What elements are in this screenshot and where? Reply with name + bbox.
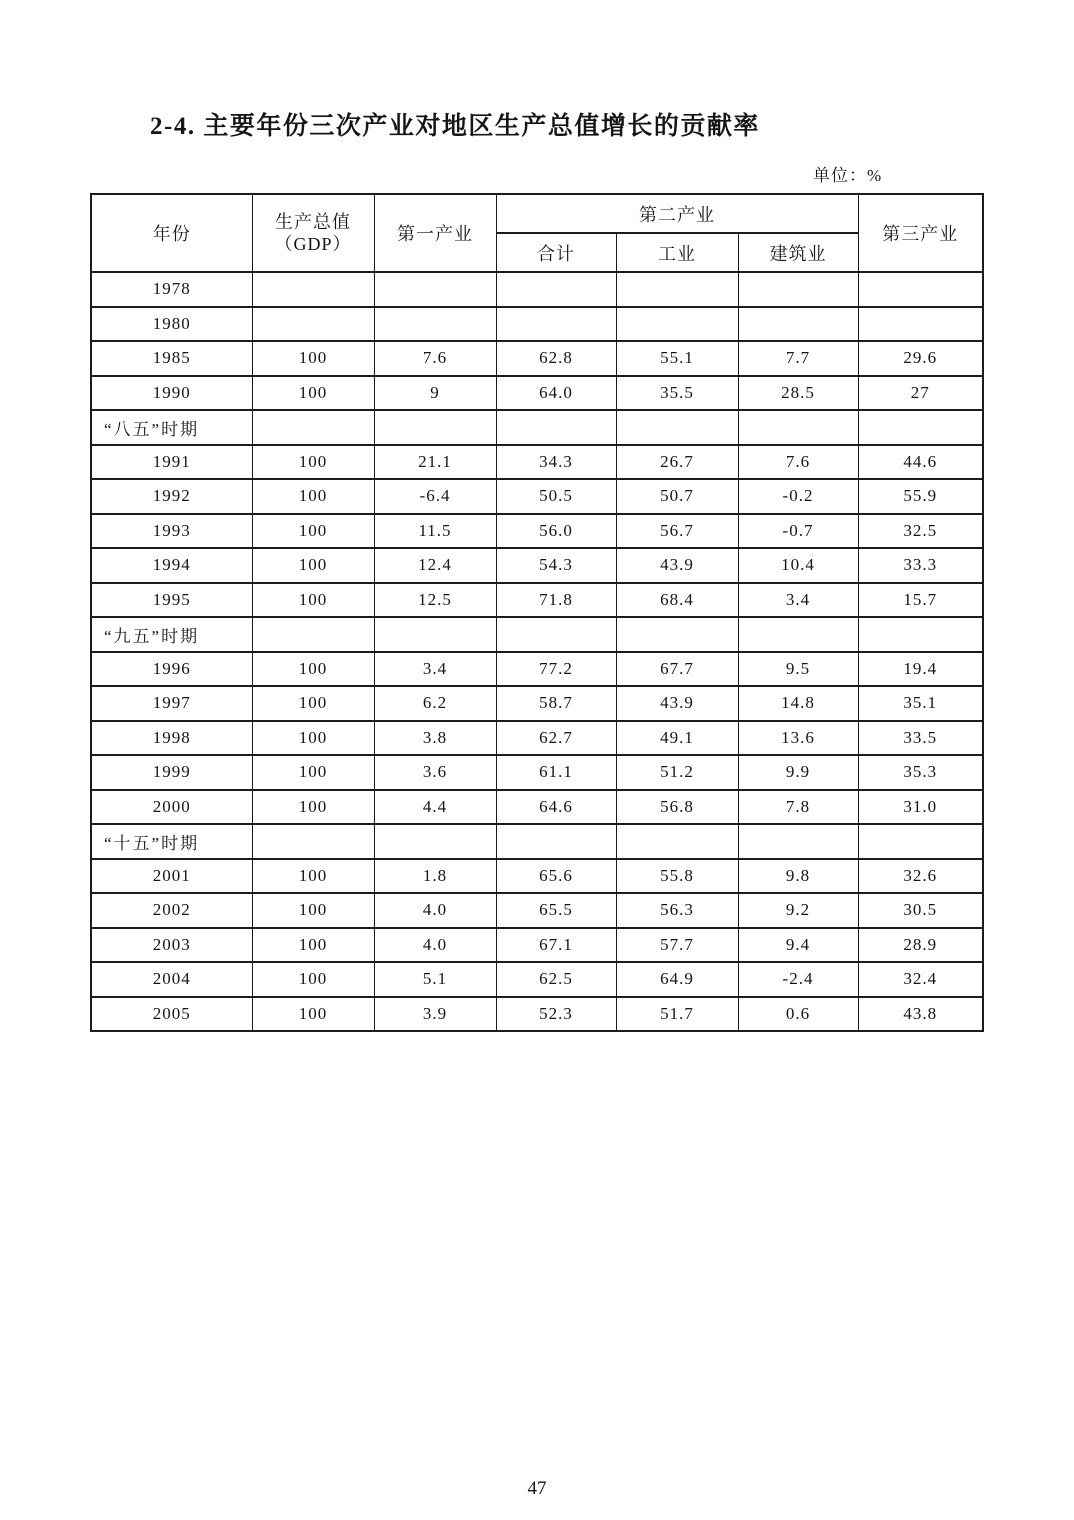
year-label: 1985: [91, 341, 252, 376]
secondary-total-value: 65.5: [496, 893, 616, 928]
construction-value: 10.4: [738, 548, 858, 583]
tertiary-value: 33.3: [858, 548, 983, 583]
period-row: [91, 410, 983, 445]
construction-value: 9.2: [738, 893, 858, 928]
construction-value: 7.7: [738, 341, 858, 376]
secondary-total-value: 54.3: [496, 548, 616, 583]
secondary-total-value: [496, 410, 616, 445]
industry-value: 56.3: [616, 893, 738, 928]
table-row: [91, 514, 983, 549]
construction-value: 0.6: [738, 997, 858, 1032]
industry-value: 51.2: [616, 755, 738, 790]
industry-value: 43.9: [616, 686, 738, 721]
construction-value: [738, 617, 858, 652]
primary-value: 3.9: [374, 997, 496, 1032]
primary-value: 3.8: [374, 721, 496, 756]
year-label: 1997: [91, 686, 252, 721]
period-label: “九五”时期: [91, 617, 252, 652]
primary-value: [374, 617, 496, 652]
tertiary-value: 30.5: [858, 893, 983, 928]
col-header-secondary-industry: 工业: [616, 233, 738, 272]
industry-value: 26.7: [616, 445, 738, 480]
primary-value: 21.1: [374, 445, 496, 480]
table-row: [91, 790, 983, 825]
gdp-value: 100: [252, 652, 374, 687]
primary-value: [374, 307, 496, 342]
secondary-total-value: 67.1: [496, 928, 616, 963]
tertiary-value: 32.5: [858, 514, 983, 549]
construction-value: 7.6: [738, 445, 858, 480]
industry-value: [616, 410, 738, 445]
industry-value: [616, 824, 738, 859]
industry-value: 50.7: [616, 479, 738, 514]
tertiary-value: 28.9: [858, 928, 983, 963]
secondary-total-value: 62.8: [496, 341, 616, 376]
year-label: 2004: [91, 962, 252, 997]
secondary-total-value: 34.3: [496, 445, 616, 480]
gdp-value: 100: [252, 790, 374, 825]
table-row: [91, 928, 983, 963]
industry-value: [616, 272, 738, 307]
year-label: 2002: [91, 893, 252, 928]
year-label: 2003: [91, 928, 252, 963]
primary-value: 7.6: [374, 341, 496, 376]
year-label: 2005: [91, 997, 252, 1032]
tertiary-value: 19.4: [858, 652, 983, 687]
gdp-value: 100: [252, 548, 374, 583]
industry-value: 56.8: [616, 790, 738, 825]
construction-value: [738, 272, 858, 307]
table-header: [91, 194, 983, 272]
secondary-total-value: 64.0: [496, 376, 616, 411]
tertiary-value: 32.6: [858, 859, 983, 894]
unit-label: 单位：%: [813, 166, 883, 185]
construction-value: 9.4: [738, 928, 858, 963]
tertiary-value: 15.7: [858, 583, 983, 618]
table-row: [91, 376, 983, 411]
primary-value: 3.6: [374, 755, 496, 790]
col-header-tertiary-industry: 第三产业: [858, 194, 983, 272]
gdp-value: [252, 824, 374, 859]
construction-value: [738, 307, 858, 342]
table-row: [91, 341, 983, 376]
industry-value: 49.1: [616, 721, 738, 756]
industry-value: 64.9: [616, 962, 738, 997]
primary-value: 4.4: [374, 790, 496, 825]
gdp-value: 100: [252, 514, 374, 549]
table-row: [91, 548, 983, 583]
secondary-total-value: [496, 307, 616, 342]
primary-value: [374, 410, 496, 445]
tertiary-value: 35.3: [858, 755, 983, 790]
page-number: 47: [527, 1478, 547, 1499]
tertiary-value: 32.4: [858, 962, 983, 997]
contribution-rate-table: [90, 193, 984, 1032]
primary-value: [374, 824, 496, 859]
year-label: 2001: [91, 859, 252, 894]
year-label: 1991: [91, 445, 252, 480]
col-header-gdp: [252, 194, 374, 272]
primary-value: 5.1: [374, 962, 496, 997]
year-label: 2000: [91, 790, 252, 825]
gdp-value: 100: [252, 686, 374, 721]
secondary-total-value: [496, 617, 616, 652]
table-row: [91, 686, 983, 721]
gdp-value: 100: [252, 859, 374, 894]
construction-value: 9.9: [738, 755, 858, 790]
year-label: 1996: [91, 652, 252, 687]
gdp-value: 100: [252, 583, 374, 618]
construction-value: 9.8: [738, 859, 858, 894]
table-row: [91, 272, 983, 307]
gdp-value: 100: [252, 962, 374, 997]
secondary-total-value: 62.5: [496, 962, 616, 997]
construction-value: [738, 824, 858, 859]
gdp-value: 100: [252, 445, 374, 480]
primary-value: 11.5: [374, 514, 496, 549]
tertiary-value: 44.6: [858, 445, 983, 480]
year-label: 1995: [91, 583, 252, 618]
primary-value: 3.4: [374, 652, 496, 687]
period-label: “十五”时期: [91, 824, 252, 859]
gdp-value: [252, 307, 374, 342]
gdp-value: 100: [252, 479, 374, 514]
year-label: 1990: [91, 376, 252, 411]
secondary-total-value: 64.6: [496, 790, 616, 825]
primary-value: -6.4: [374, 479, 496, 514]
industry-value: 68.4: [616, 583, 738, 618]
tertiary-value: [858, 824, 983, 859]
primary-value: 12.5: [374, 583, 496, 618]
col-header-secondary-total: 合计: [496, 233, 616, 272]
col-header-gdp-line1: 生产总值: [275, 211, 351, 232]
construction-value: [738, 410, 858, 445]
primary-value: 9: [374, 376, 496, 411]
table-row: [91, 755, 983, 790]
tertiary-value: [858, 410, 983, 445]
col-header-primary-industry: 第一产业: [374, 194, 496, 272]
tertiary-value: 55.9: [858, 479, 983, 514]
secondary-total-value: 62.7: [496, 721, 616, 756]
tertiary-value: 43.8: [858, 997, 983, 1032]
tertiary-value: 29.6: [858, 341, 983, 376]
secondary-total-value: 50.5: [496, 479, 616, 514]
year-label: 1999: [91, 755, 252, 790]
construction-value: -0.2: [738, 479, 858, 514]
table-row: [91, 445, 983, 480]
gdp-value: [252, 617, 374, 652]
industry-value: 67.7: [616, 652, 738, 687]
year-label: 1993: [91, 514, 252, 549]
primary-value: 6.2: [374, 686, 496, 721]
industry-value: 43.9: [616, 548, 738, 583]
secondary-total-value: [496, 824, 616, 859]
header-row-top: [91, 194, 983, 233]
industry-value: 55.8: [616, 859, 738, 894]
tertiary-value: 35.1: [858, 686, 983, 721]
year-label: 1998: [91, 721, 252, 756]
secondary-total-value: 71.8: [496, 583, 616, 618]
tertiary-value: [858, 617, 983, 652]
table-body: [91, 272, 983, 1031]
industry-value: 55.1: [616, 341, 738, 376]
col-header-gdp-line2: （GDP）: [274, 234, 352, 254]
primary-value: [374, 272, 496, 307]
secondary-total-value: 61.1: [496, 755, 616, 790]
construction-value: -2.4: [738, 962, 858, 997]
table-row: [91, 997, 983, 1032]
industry-value: 35.5: [616, 376, 738, 411]
gdp-value: [252, 272, 374, 307]
primary-value: 12.4: [374, 548, 496, 583]
gdp-value: 100: [252, 893, 374, 928]
table-row: [91, 652, 983, 687]
table-row: [91, 721, 983, 756]
table-row: [91, 479, 983, 514]
gdp-value: [252, 410, 374, 445]
table-row: [91, 859, 983, 894]
primary-value: 4.0: [374, 928, 496, 963]
tertiary-value: 31.0: [858, 790, 983, 825]
secondary-total-value: 56.0: [496, 514, 616, 549]
construction-value: -0.7: [738, 514, 858, 549]
period-row: [91, 617, 983, 652]
table-row: [91, 962, 983, 997]
industry-value: [616, 307, 738, 342]
industry-value: 57.7: [616, 928, 738, 963]
secondary-total-value: 58.7: [496, 686, 616, 721]
gdp-value: 100: [252, 755, 374, 790]
table-row: [91, 583, 983, 618]
year-label: 1994: [91, 548, 252, 583]
year-label: 1978: [91, 272, 252, 307]
primary-value: 1.8: [374, 859, 496, 894]
table-row: [91, 893, 983, 928]
gdp-value: 100: [252, 928, 374, 963]
tertiary-value: 33.5: [858, 721, 983, 756]
year-label: 1980: [91, 307, 252, 342]
primary-value: 4.0: [374, 893, 496, 928]
construction-value: 28.5: [738, 376, 858, 411]
secondary-total-value: 77.2: [496, 652, 616, 687]
gdp-value: 100: [252, 997, 374, 1032]
col-header-secondary-construction: 建筑业: [738, 233, 858, 272]
page-title: 2-4. 主要年份三次产业对地区生产总值增长的贡献率: [150, 113, 760, 140]
period-label: “八五”时期: [91, 410, 252, 445]
secondary-total-value: 65.6: [496, 859, 616, 894]
tertiary-value: [858, 307, 983, 342]
tertiary-value: [858, 272, 983, 307]
construction-value: 13.6: [738, 721, 858, 756]
construction-value: 7.8: [738, 790, 858, 825]
col-header-year: 年份: [91, 194, 252, 272]
industry-value: [616, 617, 738, 652]
col-header-secondary-industry-group: 第二产业: [496, 194, 858, 233]
secondary-total-value: [496, 272, 616, 307]
construction-value: 9.5: [738, 652, 858, 687]
tertiary-value: 27: [858, 376, 983, 411]
industry-value: 51.7: [616, 997, 738, 1032]
year-label: 1992: [91, 479, 252, 514]
construction-value: 14.8: [738, 686, 858, 721]
construction-value: 3.4: [738, 583, 858, 618]
gdp-value: 100: [252, 376, 374, 411]
period-row: [91, 824, 983, 859]
gdp-value: 100: [252, 341, 374, 376]
secondary-total-value: 52.3: [496, 997, 616, 1032]
table-row: [91, 307, 983, 342]
industry-value: 56.7: [616, 514, 738, 549]
gdp-value: 100: [252, 721, 374, 756]
